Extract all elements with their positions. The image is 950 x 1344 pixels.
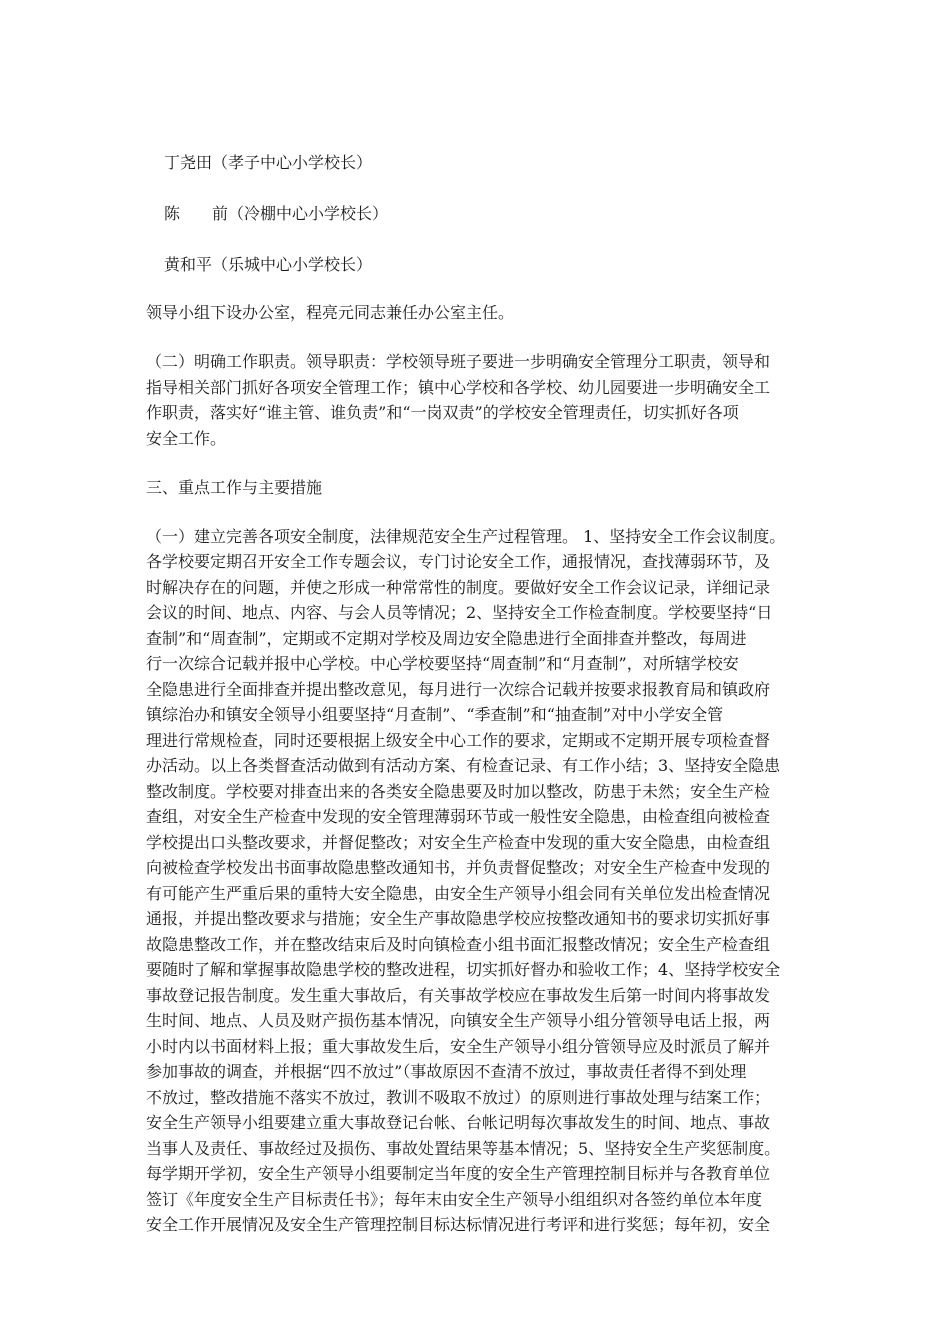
paragraph-line: 办活动。以上各类督查活动做到有活动方案、有检查记录、有工作小结；3、坚持安全隐患: [146, 756, 781, 775]
paragraph-line: 安全工作。: [146, 429, 227, 448]
paragraph-line: 镇综治办和镇安全领导小组要坚持“月查制”、“季查制”和“抽查制”对中小学安全管: [146, 705, 724, 724]
paragraph-line: 全隐患进行全面排查并提出整改意见，每月进行一次综合记载并按要求报教育局和镇政府: [146, 680, 771, 699]
office-note: 领导小组下设办公室，程亮元同志兼任办公室主任。: [146, 303, 515, 322]
paragraph-line: 会议的时间、地点、内容、与会人员等情况；2、坚持安全工作检查制度。学校要坚持“日: [146, 603, 773, 622]
paragraph-line: 参加事故的调查，并根据“四不放过”（事故原因不查清不放过，事故责任者得不到处理: [146, 1062, 747, 1081]
paragraph-line: 理进行常规检查，同时还要根据上级安全中心工作的要求，定期或不定期开展专项检查督: [146, 731, 771, 750]
paragraph-line: 向被检查学校发出书面事故隐患整改通知书，并负责督促整改；对安全生产检查中发现的: [146, 858, 771, 877]
paragraph-line: （二）明确工作职责。领导职责：学校领导班子要进一步明确安全管理分工职责，领导和: [146, 352, 771, 371]
paragraph-line: 生时间、地点、人员及财产损伤基本情况，向镇安全生产领导小组分管领导电话上报，两: [146, 1011, 771, 1030]
leader-line: 黄和平（乐城中心小学校长）: [164, 255, 373, 274]
paragraph-line: 安全生产领导小组要建立重大事故登记台帐、台帐记明每次事故发生的时间、地点、事故: [146, 1113, 771, 1132]
paragraph-line: 学校提出口头整改要求，并督促整改；对安全生产检查中发现的重大安全隐患，由检查组: [146, 833, 771, 852]
paragraph-line: 安全工作开展情况及安全生产管理控制目标达标情况进行考评和进行奖惩；每年初，安全: [146, 1215, 771, 1234]
paragraph-line: 整改制度。学校要对排查出来的各类安全隐患要及时加以整改，防患于未然；安全生产检: [146, 782, 771, 801]
leader-line: 丁尧田（孝子中心小学校长）: [164, 153, 373, 172]
section-heading: 三、重点工作与主要措施: [146, 478, 323, 497]
paragraph-line: 指导相关部门抓好各项安全管理工作；镇中心学校和各学校、幼儿园要进一步明确安全工: [146, 378, 771, 397]
paragraph-line: 行一次综合记载并报中心学校。中心学校要坚持“周查制”和“月查制”，对所辖学校安: [146, 654, 739, 673]
paragraph-line: 故隐患整改工作，并在整改结束后及时向镇检查小组书面汇报整改情况；安全生产检查组: [146, 935, 771, 954]
paragraph-line: 查制”和“周查制”，定期或不定期对学校及周边安全隐患进行全面排查并整改，每周进: [146, 629, 747, 648]
leader-line: 陈 前（冷棚中心小学校长）: [164, 204, 389, 223]
paragraph-line: 每学期开学初，安全生产领导小组要制定当年度的安全生产管理控制目标并与各教育单位: [146, 1164, 771, 1183]
paragraph-line: 时解决存在的问题，并使之形成一种常常性的制度。要做好安全工作会议记录，详细记录: [146, 578, 771, 597]
paragraph-line: 当事人及责任、事故经过及损伤、事故处置结果等基本情况；5、坚持安全生产奖惩制度。: [146, 1139, 781, 1158]
paragraph-line: 通报，并提出整改要求与措施；安全生产事故隐患学校应按整改通知书的要求切实抓好事: [146, 909, 771, 928]
paragraph-line: 事故登记报告制度。发生重大事故后，有关事故学校应在事故发生后第一时间内将事故发: [146, 986, 771, 1005]
paragraph-line: 各学校要定期召开安全工作专题会议，专门讨论安全工作，通报情况，查找薄弱环节，及: [146, 552, 771, 571]
paragraph-line: 有可能产生严重后果的重特大安全隐患，由安全生产领导小组会同有关单位发出检查情况: [146, 884, 771, 903]
paragraph-line: 要随时了解和掌握事故隐患学校的整改进程，切实抓好督办和验收工作；4、坚持学校安全: [146, 960, 781, 979]
paragraph-line: 查组，对安全生产检查中发现的安全管理薄弱环节或一般性安全隐患，由检查组向被检查: [146, 807, 771, 826]
paragraph-line: 签订《年度安全生产目标责任书》；每年末由安全生产领导小组组织对各签约单位本年度: [146, 1190, 763, 1209]
paragraph-line: 不放过，整改措施不落实不放过，教训不吸取不放过）的原则进行事故处理与结案工作；: [146, 1088, 771, 1107]
paragraph-line: 小时内以书面材料上报；重大事故发生后，安全生产领导小组分管领导应及时派员了解并: [146, 1037, 771, 1056]
paragraph-line: （一）建立完善各项安全制度，法律规范安全生产过程管理。 1、坚持安全工作会议制度。: [146, 527, 786, 546]
paragraph-line: 作职责，落实好“谁主管、谁负责”和“一岗双责”的学校安全管理责任，切实抓好各项: [146, 403, 739, 422]
